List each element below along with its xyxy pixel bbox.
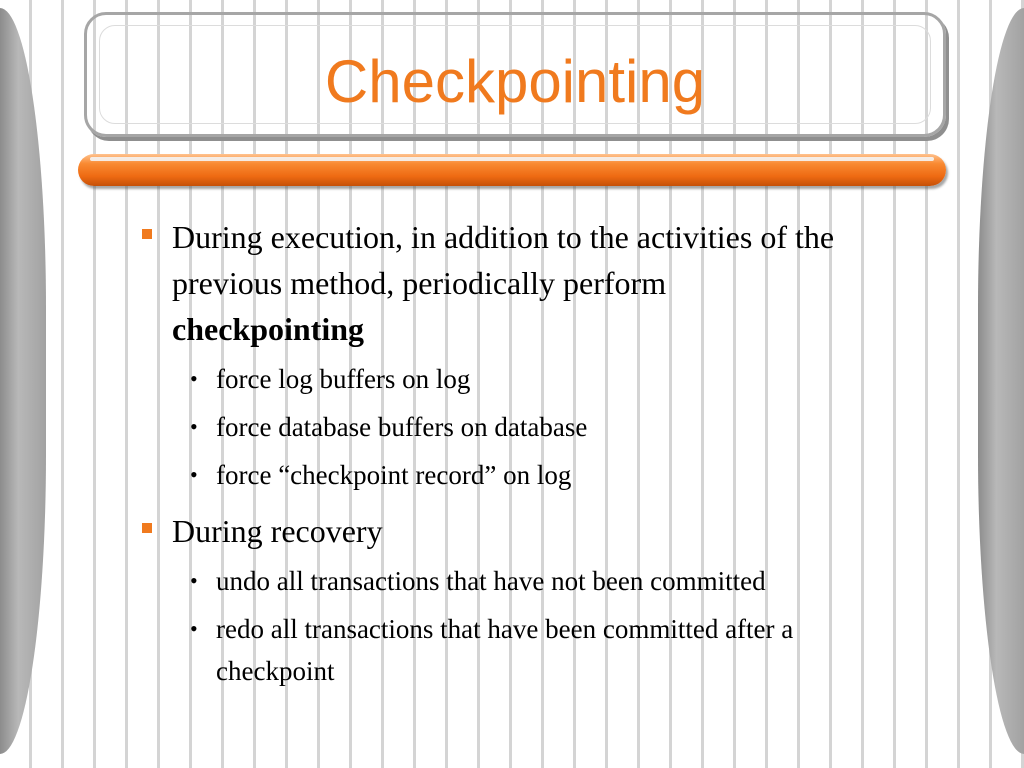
sub-bullet: [140, 608, 916, 692]
execution-sub-list: [140, 358, 940, 496]
sub-bullet: [140, 406, 940, 448]
left-decorative-bar: [0, 8, 46, 754]
sub-bullet: [140, 560, 940, 602]
bullet-recovery: [140, 508, 940, 554]
recovery-sub-list: [140, 560, 940, 692]
bullet-recovery-text: During recovery: [172, 513, 383, 549]
slide-content: [140, 214, 940, 704]
title-underline-bar: [78, 154, 946, 186]
dot-bullet-icon: •: [190, 462, 198, 487]
sub-bullet-text: force database buffers on database: [216, 412, 588, 442]
sub-bullet-text: undo all transactions that have not been committed: [216, 566, 766, 596]
sub-bullet: [140, 454, 940, 496]
sub-bullet-text: redo all transactions that have been committed after a checkpoint: [216, 614, 794, 686]
right-decorative-bar: [978, 8, 1024, 754]
dot-bullet-icon: •: [190, 414, 198, 439]
bullet-execution: [140, 214, 940, 352]
dot-bullet-icon: •: [190, 616, 198, 641]
sub-bullet-text: force “checkpoint record” on log: [216, 460, 572, 490]
bullet-execution-bold: checkpointing: [172, 311, 365, 347]
slide-title: Checkpointing: [324, 48, 706, 115]
bullet-execution-text: During execution, in addition to the activities of the previous method, periodically perform: [172, 219, 835, 301]
sub-bullet-text: force log buffers on log: [216, 364, 471, 394]
dot-bullet-icon: •: [190, 568, 198, 593]
square-bullet-icon: [142, 229, 152, 239]
dot-bullet-icon: •: [190, 366, 198, 391]
square-bullet-icon: [142, 523, 152, 533]
sub-bullet: [140, 358, 940, 400]
